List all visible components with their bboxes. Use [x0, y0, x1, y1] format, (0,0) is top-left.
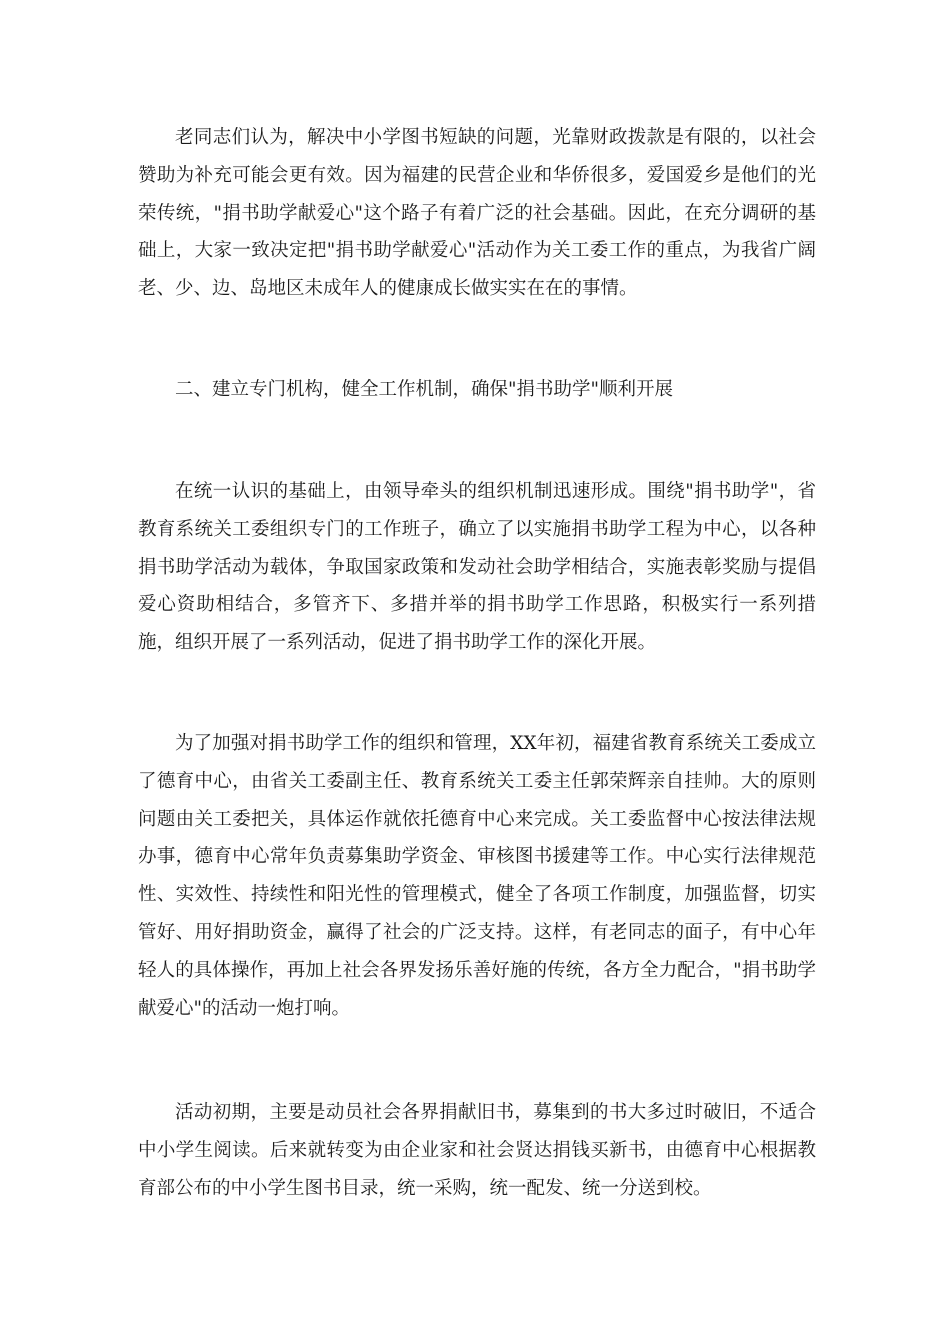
paragraph-public-support: 老同志们认为，解决中小学图书短缺的问题，光靠财政拨款是有限的，以社会赞助为补充可能会更有效。因为福建的民营企业和华侨很多，爱国爱乡是他们的光荣传统，"捐书助学献爱心"这个路子有着广泛的社会基础。因此，在充分调研的基础上，大家一致决定把"捐书助学献爱心"活动作为关工委工作的重点，为我省广阔老、少、边、岛地区未成年人的健康成长做实实在在的事情。: [138, 127, 816, 300]
section-heading-2: 二、建立专门机构，健全工作机制，确保"捐书助学"顺利开展: [175, 379, 674, 400]
paragraph-moral-education-center: 为了加强对捐书助学工作的组织和管理，XX年初，福建省教育系统关工委成立了德育中心，由省关工委副主任、教育系统关工委主任郭荣辉亲自挂帅。大的原则问题由关工委把关，具体运作就依托德育中心来完成。关工委监督中心按法律法规办事，德育中心常年负责募集助学资金、审核图书援建等工作。中心实行法律规范性、实效性、持续性和阳光性的管理模式，健全了各项工作制度，加强监督，切实管好、用好捐助资金，赢得了社会的广泛支持。这样，有老同志的面子，有中心年轻人的具体操作，再加上社会各界发扬乐善好施的传统，各方全力配合，"捐书助学献爱心"的活动一炮打响。: [138, 733, 816, 1019]
paragraph-organization-mechanism: 在统一认识的基础上，由领导牵头的组织机制迅速形成。围绕"捐书助学"，省教育系统关工委组织专门的工作班子，确立了以实施捐书助学工程为中心，以各种捐书助学活动为载体，争取国家政策和发动社会助学相结合，实施表彰奖励与提倡爱心资助相结合，多管齐下、多措并举的捐书助学工作思路，积极实行一系列措施，组织开展了一系列活动，促进了捐书助学工作的深化开展。: [138, 481, 816, 654]
paragraph-activity-early-stage: 活动初期，主要是动员社会各界捐献旧书，募集到的书大多过时破旧，不适合中小学生阅读。后来就转变为由企业家和社会贤达捐钱买新书，由德育中心根据教育部公布的中小学生图书目录，统一采购，统一配发、统一分送到校。: [138, 1102, 816, 1199]
